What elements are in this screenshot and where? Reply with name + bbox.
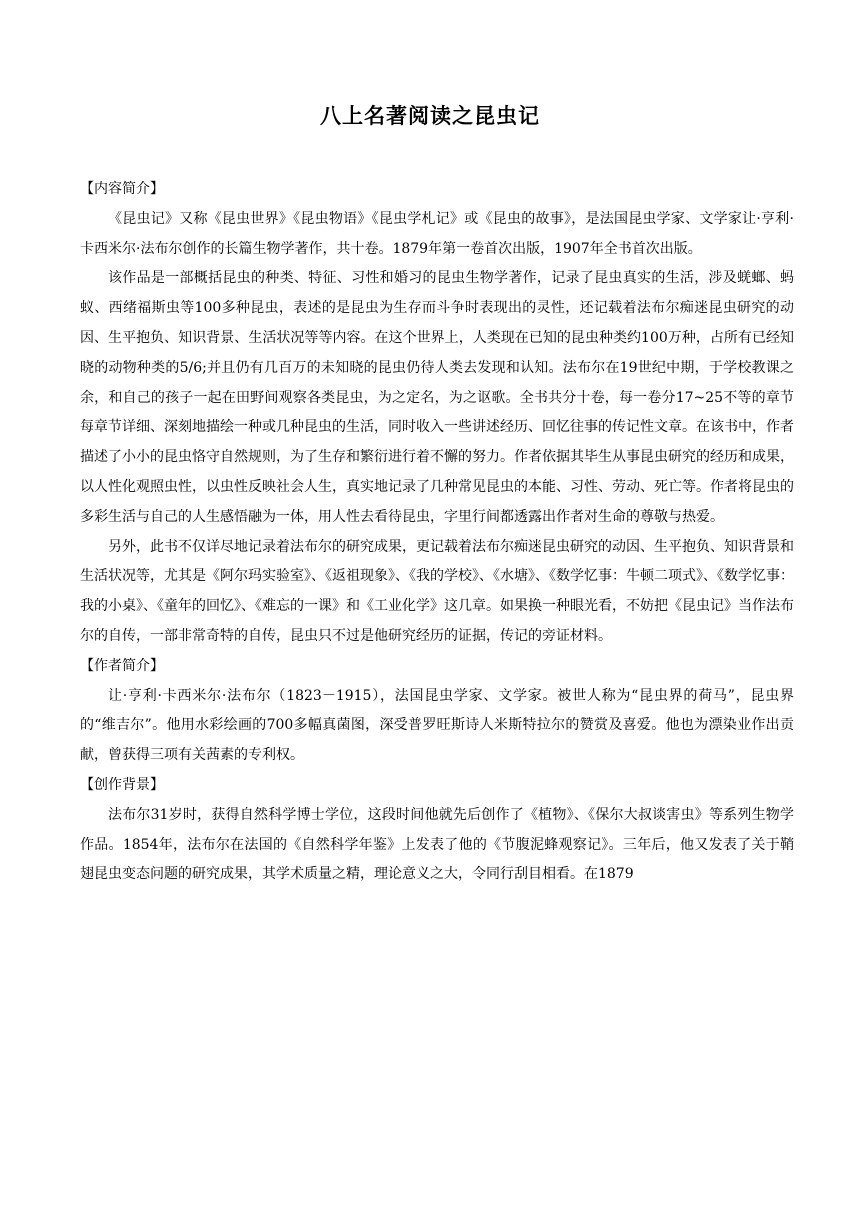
section-heading-summary: 【内容简介】 (80, 181, 164, 197)
section-heading-author: 【作者简介】 (80, 657, 164, 674)
summary-paragraph-2: 该作品是一部概括昆虫的种类、特征、习性和婚习的昆虫生物学著作，记录了昆虫真实的生活，涉及蜣螂、蚂蚁、西绪福斯虫等100多种昆虫，表述的是昆虫为生存而斗争时表现出的灵性，还记载着法布尔痴迷昆虫研究的动因、生平抱负、知识背景、生活状况等等内容。在这个世界上，人类现在已知的昆虫种类约100万种，占所有已经知晓的动物种类的5/6;并且仍有几百万的未知晓的昆虫仍待人类去发现和认知。法布尔在19世纪中期，于学校教课之余，和自己的孩子一起在田野间观察各类昆虫，为之定名，为之讴歌。全书共分十卷，每一卷分17~25不等的章节每章节详细、深刻地描绘一种或几种昆虫的生活，同时收入一些讲述经历、回忆往事的传记性文章。在该书中，作者描述了小小的昆虫恪守自然规则，为了生存和繁衍进行着不懈的努力。作者依据其毕生从事昆虫研究的经历和成果，以人性化观照虫性，以虫性反映社会人生，真实地记录了几种常见昆虫的本能、习性、劳动、死亡等。作者将昆虫的多彩生活与自己的人生感悟融为一体，用人性去看待昆虫，字里行间都透露出作者对生命的尊敬与热爱。 (80, 270, 794, 525)
section-heading-background: 【创作背景】 (80, 776, 164, 793)
summary-paragraph-3: 另外，此书不仅详尽地记录着法布尔的研究成果，更记载着法布尔痴迷昆虫研究的动因、生平抱负、知识背景和生活状况等，尤其是《阿尔玛实验室》、《返祖现象》、《我的学校》、《水塘》、《数学忆事：牛顿二项式》、《数学忆事：我的小桌》、《童年的回忆》、《难忘的一课》和《工业化学》这几章。如果换一种眼光看，不妨把《昆虫记》当作法布尔的自传，一部非常奇特的自传，昆虫只不过是他研究经历的证据，传记的旁证材料。 (80, 538, 794, 644)
summary-paragraph-1: 《昆虫记》又称《昆虫世界》《昆虫物语》《昆虫学札记》或《昆虫的故事》，是法国昆虫学家、文学家让·亨利·卡西米尔·法布尔创作的长篇生物学著作，共十卷。1879年第一卷首次出版，1907年全书首次出版。 (80, 210, 794, 257)
background-paragraph: 法布尔31岁时，获得自然科学博士学位，这段时间他就先后创作了《植物》、《保尔大叔谈害虫》等系列生物学作品。1854年，法布尔在法国的《自然科学年鉴》上发表了他的《节腹泥蜂观察记》。三年后，他又发表了关于鞘翅昆虫变态问题的研究成果，其学术质量之精，理论意义之大，令同行刮目相看。在1879 (80, 806, 794, 883)
document-title: 八上名著阅读之昆虫记 (320, 104, 540, 128)
author-paragraph: 让·亨利·卡西米尔·法布尔（1823－1915），法国昆虫学家、文学家。被世人称为“昆虫界的荷马”，昆虫界的“维吉尔”。他用水彩绘画的700多幅真菌图，深受普罗旺斯诗人米斯特拉尔的赞赏及喜爱。他也为漂染业作出贡献，曾获得三项有关茜素的专利权。 (80, 687, 794, 764)
document-body (80, 175, 794, 890)
